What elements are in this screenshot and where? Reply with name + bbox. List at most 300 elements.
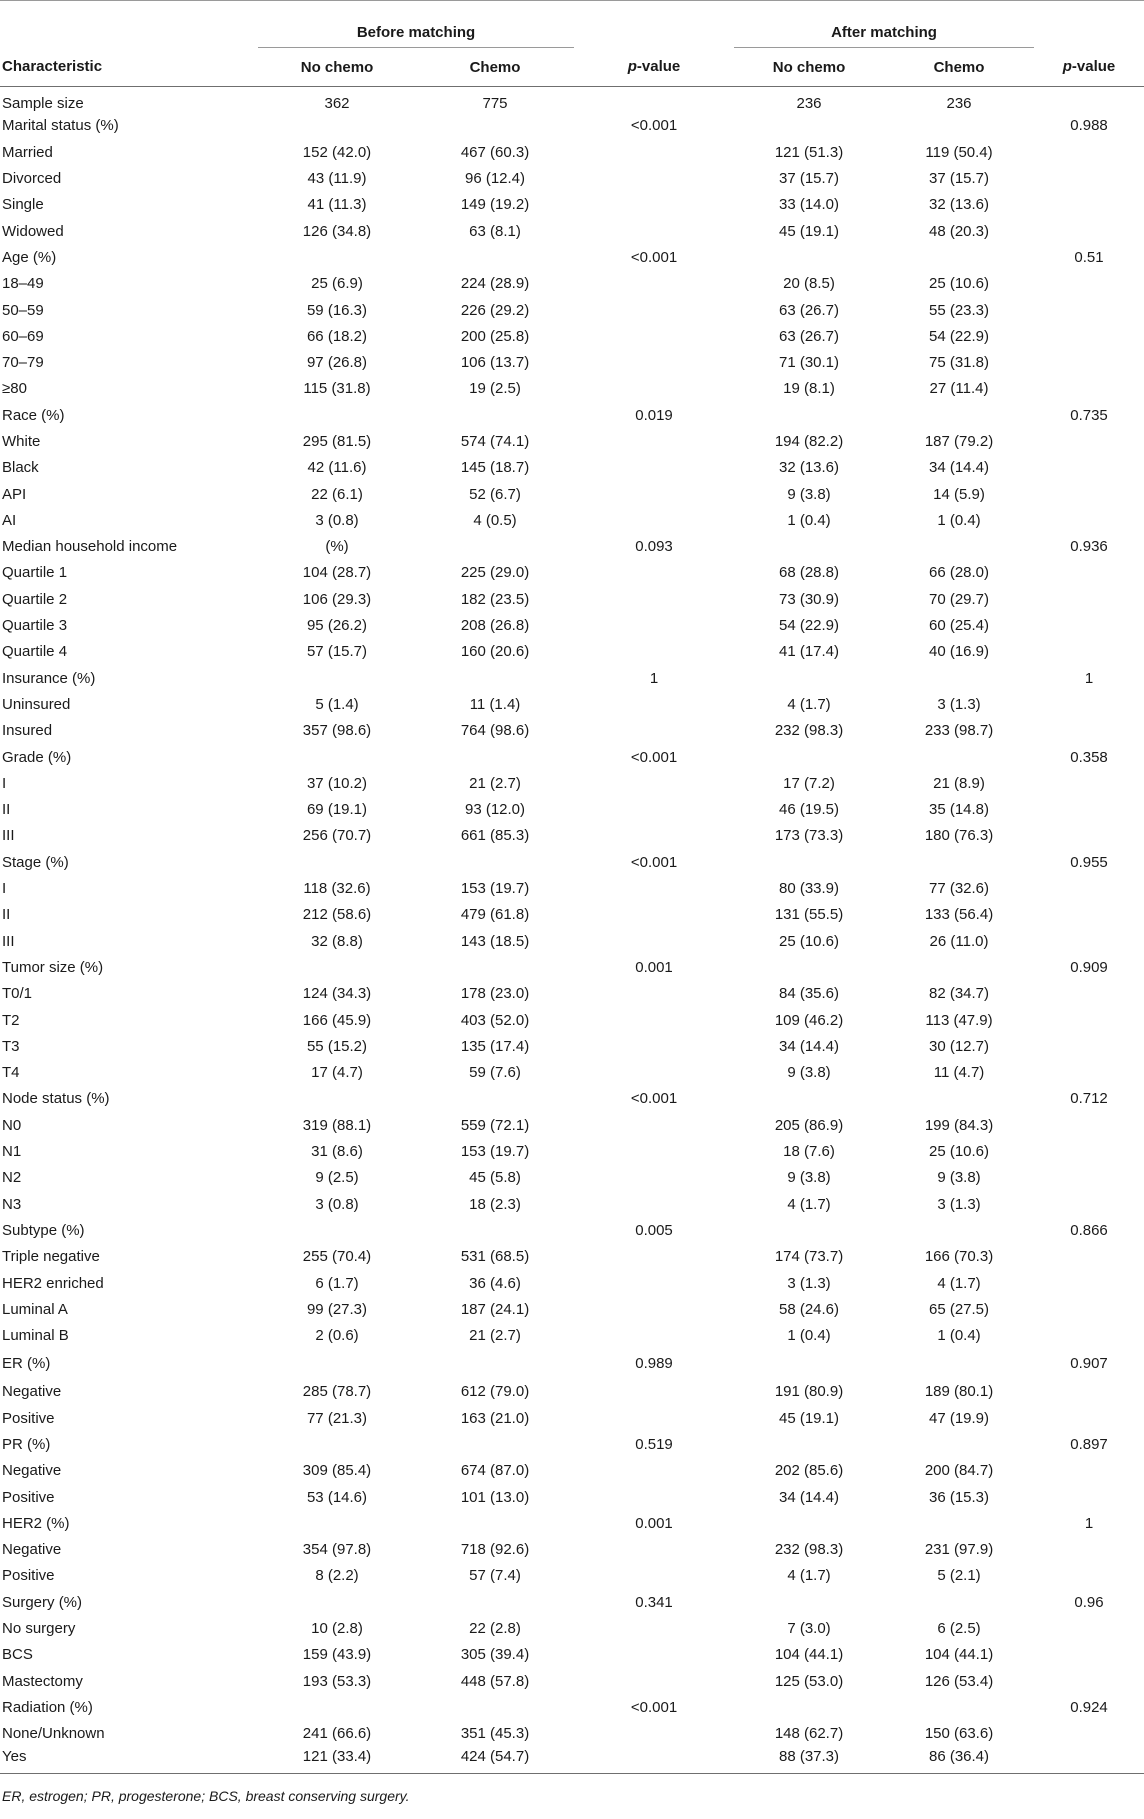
after-chemo-cell: 40 (16.9) (928, 643, 990, 661)
before-p-value-cell: <0.001 (630, 1698, 678, 1716)
characteristic-cell: White (2, 433, 41, 450)
before-no-chemo-cell (258, 665, 416, 691)
after-chemo-cell: 27 (11.4) (929, 380, 989, 398)
before-p-value-cell (574, 139, 734, 165)
table-row (0, 981, 1144, 1007)
after-p-value-cell (1034, 165, 1144, 191)
before-no-chemo-cell: 31 (8.6) (311, 1143, 363, 1161)
after-chemo-cell: 14 (5.9) (933, 485, 985, 503)
after-chemo-cell: 236 (946, 95, 972, 113)
before-p-value-cell (574, 87, 734, 113)
after-chemo-cell: 65 (27.5) (928, 1300, 990, 1318)
before-chemo-cell: 226 (29.2) (460, 301, 530, 319)
table-header (0, 1, 1144, 87)
before-no-chemo-cell: 152 (42.0) (302, 143, 372, 161)
table-row (0, 271, 1144, 297)
after-p-value-cell (1034, 507, 1144, 533)
before-p-value-cell: 1 (649, 669, 659, 687)
after-p-value-cell: 0.988 (1070, 117, 1108, 135)
before-no-chemo-cell: 106 (29.3) (302, 590, 372, 608)
after-no-chemo-cell: 88 (37.3) (778, 1748, 840, 1766)
before-no-chemo-cell: (%) (325, 538, 349, 556)
before-chemo-cell (416, 402, 574, 428)
after-p-value-cell (1034, 139, 1144, 165)
after-no-chemo-cell (734, 665, 884, 691)
after-no-chemo-cell: 148 (62.7) (774, 1725, 844, 1743)
after-chemo-cell (884, 402, 1034, 428)
after-chemo-cell (884, 1589, 1034, 1615)
before-chemo-cell (416, 534, 574, 560)
characteristic-cell: Mastectomy (2, 1672, 83, 1690)
col-after-chemo: Chemo (933, 58, 985, 76)
after-no-chemo-cell: 174 (73.7) (774, 1248, 844, 1266)
before-chemo-cell: 4 (0.5) (473, 511, 517, 529)
characteristic-cell: T0/1 (2, 985, 33, 1003)
table-row (0, 586, 1144, 612)
after-no-chemo-cell (734, 1431, 884, 1457)
before-chemo-cell: 661 (85.3) (460, 827, 530, 845)
after-p-value-cell (1034, 1296, 1144, 1322)
after-chemo-cell: 26 (11.0) (929, 932, 989, 950)
before-chemo-cell: 574 (74.1) (460, 433, 530, 450)
before-no-chemo-cell: 362 (324, 95, 350, 113)
before-p-value-cell: <0.001 (630, 248, 678, 266)
col-after-no-chemo: No chemo (772, 58, 846, 76)
before-chemo-cell: 57 (7.4) (469, 1567, 521, 1585)
before-p-value-cell (574, 875, 734, 901)
characteristic-cell: II (2, 906, 11, 924)
characteristic-cell: N2 (2, 1169, 22, 1187)
before-p-value-cell: 0.341 (635, 1593, 673, 1611)
before-chemo-cell: 143 (18.5) (460, 932, 530, 950)
after-no-chemo-cell: 45 (19.1) (778, 222, 840, 240)
before-no-chemo-cell: 10 (2.8) (311, 1620, 363, 1638)
before-chemo-cell: 153 (19.7) (460, 880, 530, 898)
after-chemo-cell: 231 (97.9) (924, 1541, 994, 1559)
after-p-value-cell: 0.51 (1074, 248, 1104, 266)
after-no-chemo-cell: 46 (19.5) (778, 801, 840, 819)
characteristic-cell: Surgery (%) (2, 1593, 83, 1611)
characteristic-cell: Widowed (2, 222, 64, 240)
table-row (0, 1138, 1144, 1164)
before-chemo-cell: 52 (6.7) (469, 485, 521, 503)
after-p-value-cell (1034, 1484, 1144, 1510)
after-p-value-cell (1034, 1165, 1144, 1191)
before-chemo-cell (416, 1694, 574, 1720)
table-row (0, 1458, 1144, 1484)
after-chemo-cell: 180 (76.3) (924, 827, 994, 845)
after-p-value-cell (1034, 376, 1144, 402)
after-no-chemo-cell: 9 (3.8) (787, 485, 831, 503)
before-no-chemo-cell: 25 (6.9) (311, 275, 363, 293)
after-p-value-cell: 0.358 (1070, 748, 1108, 766)
after-p-value-cell: 0.712 (1070, 1090, 1108, 1108)
table-row (0, 1615, 1144, 1641)
after-no-chemo-cell: 131 (55.5) (774, 906, 844, 924)
before-chemo-cell: 96 (12.4) (464, 170, 526, 188)
after-chemo-cell (884, 1510, 1034, 1536)
after-no-chemo-cell (734, 402, 884, 428)
after-p-value-cell (1034, 928, 1144, 954)
after-no-chemo-cell: 4 (1.7) (787, 1567, 831, 1585)
characteristic-cell: Node status (%) (2, 1090, 110, 1108)
characteristic-cell: 60–69 (2, 327, 44, 345)
before-p-value-cell (574, 349, 734, 375)
characteristic-cell: T4 (2, 1064, 20, 1082)
after-no-chemo-cell (734, 1589, 884, 1615)
before-chemo-cell: 424 (54.7) (460, 1748, 530, 1766)
before-p-value-cell (574, 455, 734, 481)
after-p-value-cell (1034, 428, 1144, 454)
after-p-value-cell (1034, 1244, 1144, 1270)
table-row (0, 455, 1144, 481)
after-no-chemo-cell: 7 (3.0) (787, 1620, 831, 1638)
before-p-value-cell (574, 1191, 734, 1217)
before-p-value-cell (574, 928, 734, 954)
after-no-chemo-cell: 232 (98.3) (774, 722, 844, 740)
after-p-value-cell (1034, 560, 1144, 586)
before-no-chemo-cell: 357 (98.6) (302, 722, 372, 740)
before-chemo-cell: 479 (61.8) (460, 906, 530, 924)
after-p-value-cell: 1 (1084, 669, 1094, 687)
before-chemo-cell: 775 (482, 95, 508, 113)
after-no-chemo-cell (734, 113, 884, 139)
table-row (0, 797, 1144, 823)
after-p-value-cell (1034, 586, 1144, 612)
after-no-chemo-cell: 63 (26.7) (778, 301, 840, 319)
before-p-value-cell (574, 165, 734, 191)
before-no-chemo-cell: 124 (34.3) (302, 985, 372, 1003)
before-no-chemo-cell: 6 (1.7) (315, 1274, 359, 1292)
after-chemo-cell: 48 (20.3) (928, 222, 990, 240)
col-characteristic: Characteristic (2, 58, 103, 76)
after-p-value-cell (1034, 981, 1144, 1007)
characteristic-cell: ER (%) (2, 1355, 51, 1373)
after-p-value-cell (1034, 691, 1144, 717)
before-chemo-cell: 93 (12.0) (464, 801, 526, 819)
table-row (0, 1059, 1144, 1085)
after-p-value-cell: 0.936 (1070, 538, 1108, 556)
after-p-value-cell (1034, 1033, 1144, 1059)
before-no-chemo-cell: 32 (8.8) (311, 932, 363, 950)
table-row (0, 1296, 1144, 1322)
table-row (0, 139, 1144, 165)
after-chemo-cell: 66 (28.0) (928, 564, 990, 582)
before-no-chemo-cell: 3 (0.8) (315, 511, 359, 529)
after-no-chemo-cell: 9 (3.8) (787, 1064, 831, 1082)
before-chemo-cell: 63 (8.1) (469, 222, 521, 240)
before-p-value-cell (574, 1007, 734, 1033)
before-p-value-cell: 0.005 (635, 1221, 673, 1239)
table-row (0, 323, 1144, 349)
table-row (0, 1007, 1144, 1033)
before-chemo-cell (416, 1217, 574, 1243)
before-p-value-cell (574, 981, 734, 1007)
characteristic-cell: III (2, 827, 15, 845)
characteristic-cell: I (2, 774, 7, 792)
group-spacer (0, 1, 258, 48)
before-p-value-cell (574, 1405, 734, 1431)
characteristic-cell: Positive (2, 1409, 55, 1427)
after-no-chemo-cell: 205 (86.9) (774, 1116, 844, 1134)
after-no-chemo-cell (734, 244, 884, 270)
before-chemo-cell: 153 (19.7) (460, 1143, 530, 1161)
table-row (0, 1379, 1144, 1405)
before-p-value-cell: <0.001 (630, 853, 678, 871)
before-chemo-cell: 531 (68.5) (460, 1248, 530, 1266)
after-chemo-cell: 25 (10.6) (928, 1143, 990, 1161)
after-no-chemo-cell: 25 (10.6) (778, 932, 840, 950)
after-chemo-cell: 104 (44.1) (924, 1646, 994, 1664)
group-before-matching: Before matching (258, 1, 574, 48)
before-p-value-cell (574, 428, 734, 454)
before-no-chemo-cell: 256 (70.7) (302, 827, 372, 845)
after-p-value-cell (1034, 718, 1144, 744)
after-no-chemo-cell: 236 (796, 95, 822, 113)
after-p-value-cell (1034, 797, 1144, 823)
table-row (0, 1322, 1144, 1348)
after-chemo-cell (884, 1217, 1034, 1243)
after-no-chemo-cell: 71 (30.1) (778, 354, 840, 372)
characteristic-cell: Negative (2, 1462, 62, 1480)
before-p-value-cell (574, 1244, 734, 1270)
before-p-value-cell (574, 902, 734, 928)
after-chemo-cell: 86 (36.4) (928, 1748, 990, 1766)
after-p-value-cell (1034, 1721, 1144, 1747)
after-chemo-cell: 150 (63.6) (924, 1725, 994, 1743)
characteristic-cell: 70–79 (2, 354, 44, 372)
before-p-value-cell (574, 1322, 734, 1348)
before-chemo-cell: 135 (17.4) (460, 1037, 530, 1055)
before-chemo-cell (416, 849, 574, 875)
before-no-chemo-cell: 53 (14.6) (306, 1488, 368, 1506)
after-chemo-cell: 25 (10.6) (928, 275, 990, 293)
characteristic-cell: Quartile 4 (2, 643, 68, 661)
characteristic-cell: Triple negative (2, 1248, 100, 1266)
after-chemo-cell: 3 (1.3) (937, 1195, 981, 1213)
after-no-chemo-cell (734, 954, 884, 980)
before-chemo-cell: 21 (2.7) (469, 1327, 521, 1345)
table-row (0, 1244, 1144, 1270)
characteristic-cell: Negative (2, 1383, 62, 1401)
before-no-chemo-cell (258, 1217, 416, 1243)
after-p-value-cell (1034, 770, 1144, 796)
after-no-chemo-cell: 80 (33.9) (778, 880, 840, 898)
before-chemo-cell (416, 1589, 574, 1615)
before-p-value-cell (574, 1270, 734, 1296)
before-p-value-cell (574, 297, 734, 323)
table-row (0, 1191, 1144, 1217)
before-no-chemo-cell: 9 (2.5) (315, 1169, 359, 1187)
after-chemo-cell (884, 244, 1034, 270)
characteristic-cell: Positive (2, 1567, 55, 1585)
after-chemo-cell: 1 (0.4) (937, 1327, 981, 1345)
characteristic-cell: Quartile 2 (2, 590, 68, 608)
after-chemo-cell: 6 (2.5) (937, 1620, 981, 1638)
table-row (0, 87, 1144, 113)
before-p-value-cell (574, 639, 734, 665)
characteristic-cell: No surgery (2, 1620, 76, 1638)
after-no-chemo-cell: 45 (19.1) (778, 1409, 840, 1427)
characteristic-cell: HER2 enriched (2, 1274, 104, 1292)
after-p-value-cell (1034, 192, 1144, 218)
after-p-value-cell: 0.909 (1070, 958, 1108, 976)
after-p-value-cell (1034, 1615, 1144, 1641)
before-no-chemo-cell (258, 1349, 416, 1379)
table-row (0, 849, 1144, 875)
table-row (0, 1165, 1144, 1191)
before-p-value-cell (574, 797, 734, 823)
before-no-chemo-cell (258, 1589, 416, 1615)
before-no-chemo-cell: 193 (53.3) (302, 1672, 372, 1690)
before-chemo-cell: 182 (23.5) (460, 590, 530, 608)
characteristic-cell: Insurance (%) (2, 669, 96, 687)
table-row (0, 1086, 1144, 1112)
table-row (0, 691, 1144, 717)
before-no-chemo-cell: 126 (34.8) (302, 222, 372, 240)
characteristic-cell: Positive (2, 1488, 55, 1506)
after-p-value-cell (1034, 1379, 1144, 1405)
before-chemo-cell: 45 (5.8) (469, 1169, 521, 1187)
before-p-value-cell: <0.001 (630, 117, 678, 135)
after-p-value-cell (1034, 1322, 1144, 1348)
table-row (0, 770, 1144, 796)
characteristic-cell: None/Unknown (2, 1725, 105, 1743)
after-no-chemo-cell: 34 (14.4) (778, 1488, 840, 1506)
before-no-chemo-cell: 3 (0.8) (315, 1195, 359, 1213)
before-p-value-cell (574, 507, 734, 533)
characteristic-cell: Median household income (2, 538, 178, 556)
table-row (0, 875, 1144, 901)
after-chemo-cell: 60 (25.4) (928, 617, 990, 635)
after-p-value-cell (1034, 1191, 1144, 1217)
after-p-value-cell (1034, 271, 1144, 297)
before-no-chemo-cell: 309 (85.4) (302, 1462, 372, 1480)
after-p-value-cell (1034, 455, 1144, 481)
after-p-value-cell: 0.735 (1070, 406, 1108, 424)
before-chemo-cell (416, 744, 574, 770)
after-p-value-cell (1034, 349, 1144, 375)
after-no-chemo-cell: 20 (8.5) (783, 275, 835, 293)
before-p-value-cell (574, 1033, 734, 1059)
before-chemo-cell: 145 (18.7) (460, 459, 530, 477)
before-no-chemo-cell (258, 402, 416, 428)
before-no-chemo-cell (258, 1510, 416, 1536)
table-row (0, 612, 1144, 638)
before-chemo-cell (416, 113, 574, 139)
characteristic-cell: Stage (%) (2, 853, 69, 871)
after-no-chemo-cell: 58 (24.6) (778, 1300, 840, 1318)
after-p-value-cell: 0.955 (1070, 853, 1108, 871)
characteristic-cell: N0 (2, 1116, 22, 1134)
after-no-chemo-cell: 1 (0.4) (787, 1327, 831, 1345)
footnote: ER, estrogen; PR, progesterone; BCS, breast conserving surgery. (0, 1773, 1144, 1808)
after-no-chemo-cell: 202 (85.6) (774, 1462, 844, 1480)
after-chemo-cell: 200 (84.7) (924, 1462, 994, 1480)
before-no-chemo-cell: 66 (18.2) (306, 327, 368, 345)
after-chemo-cell: 35 (14.8) (928, 801, 990, 819)
after-chemo-cell (884, 1086, 1034, 1112)
after-no-chemo-cell: 121 (51.3) (774, 143, 844, 161)
before-chemo-cell (416, 665, 574, 691)
table-row (0, 192, 1144, 218)
after-chemo-cell: 75 (31.8) (928, 354, 990, 372)
before-chemo-cell: 106 (13.7) (460, 354, 530, 372)
before-p-value-cell: 0.519 (635, 1435, 673, 1453)
characteristic-cell: Quartile 1 (2, 564, 68, 582)
after-chemo-cell: 11 (4.7) (933, 1064, 985, 1082)
col-before-p-value (574, 48, 734, 87)
before-p-value-cell (574, 1642, 734, 1668)
after-p-value-cell (1034, 1059, 1144, 1085)
group-spacer (1034, 1, 1144, 48)
after-no-chemo-cell: 68 (28.8) (778, 564, 840, 582)
after-p-value-cell (1034, 902, 1144, 928)
after-no-chemo-cell: 32 (13.6) (778, 459, 840, 477)
characteristic-cell: API (2, 485, 27, 503)
after-no-chemo-cell: 33 (14.0) (778, 196, 840, 214)
before-p-value-cell (574, 718, 734, 744)
after-p-value-cell (1034, 323, 1144, 349)
before-p-value-cell (574, 481, 734, 507)
before-no-chemo-cell: 255 (70.4) (302, 1248, 372, 1266)
characteristic-cell: Divorced (2, 170, 62, 188)
before-chemo-cell: 305 (39.4) (460, 1646, 530, 1664)
after-p-value-cell (1034, 1270, 1144, 1296)
before-chemo-cell: 187 (24.1) (460, 1300, 530, 1318)
after-chemo-cell: 47 (19.9) (928, 1409, 990, 1427)
before-chemo-cell (416, 244, 574, 270)
after-p-value-cell (1034, 218, 1144, 244)
before-no-chemo-cell (258, 1694, 416, 1720)
after-p-value-cell (1034, 1007, 1144, 1033)
after-p-value-cell: 0.866 (1070, 1221, 1108, 1239)
after-no-chemo-cell: 37 (15.7) (778, 170, 840, 188)
after-no-chemo-cell: 34 (14.4) (778, 1037, 840, 1055)
before-p-value-cell: 0.989 (635, 1355, 673, 1373)
before-chemo-cell: 160 (20.6) (460, 643, 530, 661)
table-row (0, 244, 1144, 270)
before-no-chemo-cell: 166 (45.9) (302, 1011, 372, 1029)
after-no-chemo-cell: 194 (82.2) (774, 433, 844, 450)
characteristic-cell: Black (2, 459, 39, 477)
after-no-chemo-cell: 84 (35.6) (778, 985, 840, 1003)
after-p-value-cell (1034, 1458, 1144, 1484)
table-row (0, 954, 1144, 980)
characteristic-cell: Uninsured (2, 695, 71, 713)
characteristic-cell: Insured (2, 722, 53, 740)
before-p-value-cell (574, 218, 734, 244)
after-no-chemo-cell: 109 (46.2) (774, 1011, 844, 1029)
table-row (0, 1694, 1144, 1720)
characteristic-cell: Subtype (%) (2, 1221, 85, 1239)
characteristic-cell: Luminal A (2, 1300, 68, 1318)
after-p-value-cell (1034, 1563, 1144, 1589)
before-chemo-cell (416, 1510, 574, 1536)
before-p-value-cell (574, 1721, 734, 1747)
table-row (0, 1270, 1144, 1296)
after-chemo-cell (884, 534, 1034, 560)
before-no-chemo-cell: 95 (26.2) (306, 617, 368, 635)
characteristic-cell: T2 (2, 1011, 20, 1029)
table-row (0, 1217, 1144, 1243)
before-no-chemo-cell: 59 (16.3) (306, 301, 368, 319)
table-row (0, 428, 1144, 454)
after-p-value-cell (1034, 1112, 1144, 1138)
after-chemo-cell: 133 (56.4) (924, 906, 994, 924)
after-no-chemo-cell (734, 1510, 884, 1536)
table-row (0, 1431, 1144, 1457)
